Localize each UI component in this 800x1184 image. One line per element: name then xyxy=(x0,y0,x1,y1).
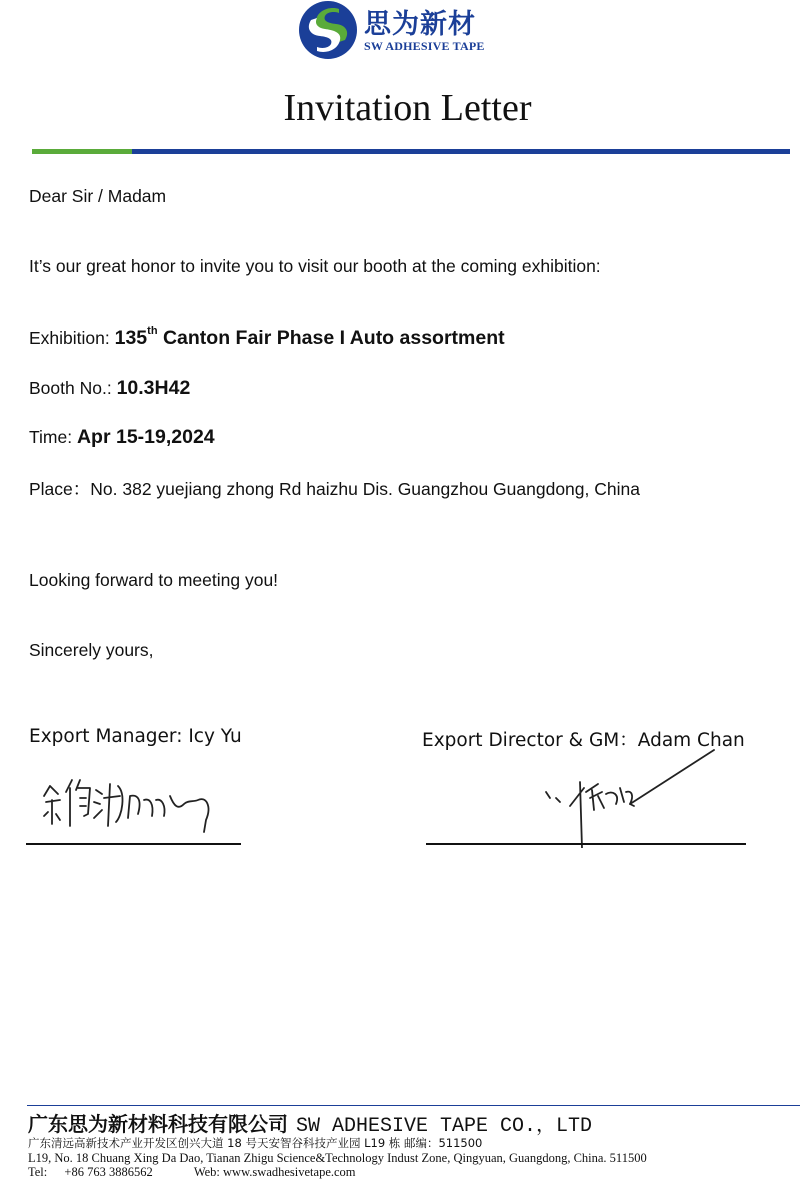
company-logo xyxy=(298,0,504,60)
header-rule-blue xyxy=(132,149,790,154)
footer-address-cn: 广东清远高新技术产业开发区创兴大道 18 号天安智谷科技产业园 L19 栋 邮编：511500 xyxy=(28,1136,483,1150)
intro-paragraph: It’s our great honor to invite you to visit our booth at the coming exhibition: xyxy=(29,256,601,276)
right-signature xyxy=(540,748,720,848)
place-line xyxy=(29,476,640,501)
exhibition-label: Exhibition: xyxy=(29,328,115,348)
sw-logo-icon xyxy=(298,0,358,60)
footer-web[interactable]: www.swadhesivetape.com xyxy=(223,1165,356,1179)
logo-chinese-name: 思为新材 xyxy=(364,9,476,40)
booth-line xyxy=(29,377,190,400)
left-signature xyxy=(38,766,220,838)
exhibition-ordinal: th xyxy=(147,325,158,337)
footer-rule xyxy=(27,1105,800,1106)
place-label: Place： xyxy=(29,479,91,499)
time-line xyxy=(29,426,215,449)
place-value: No. 382 yuejiang zhong Rd haizhu Dis. Guangzhou Guangdong, China xyxy=(90,479,640,499)
exhibition-number: 135 xyxy=(114,327,148,349)
time-label: Time: xyxy=(29,427,77,447)
right-signatory-title: Export Director & GM：Adam Chan xyxy=(422,730,745,751)
page-title: Invitation Letter xyxy=(283,87,532,129)
footer-company-name xyxy=(28,1108,592,1138)
booth-number: 10.3H42 xyxy=(116,377,191,399)
footer-web-label: Web: xyxy=(193,1165,220,1179)
signoff-line: Sincerely yours, xyxy=(29,640,154,660)
closing-line: Looking forward to meeting you! xyxy=(29,570,279,590)
footer-tel: +86 763 3886562 xyxy=(64,1165,153,1179)
footer-company-en: SW ADHESIVE TAPE CO.，LTD xyxy=(296,1115,593,1138)
booth-label: Booth No.: xyxy=(29,378,117,398)
greeting: Dear Sir / Madam xyxy=(29,186,167,206)
exhibition-name: Canton Fair Phase I Auto assortment xyxy=(157,327,505,349)
header-rule-green xyxy=(32,149,132,154)
footer-company-cn: 广东思为新材料科技有限公司 xyxy=(28,1112,288,1136)
footer-contact xyxy=(28,1165,356,1179)
time-value: Apr 15-19,2024 xyxy=(76,426,215,448)
footer-address-en: L19, No. 18 Chuang Xing Da Dao, Tianan Zhigu Science&Technology Indust Zone, Qingyuan, Guangdong, China. 511500 xyxy=(28,1151,647,1165)
left-signatory-title: Export Manager: Icy Yu xyxy=(29,726,242,747)
exhibition-line xyxy=(29,327,505,350)
left-signature-line xyxy=(26,843,241,845)
right-signature-line xyxy=(426,843,746,845)
logo-english-name: SW ADHESIVE TAPE xyxy=(364,39,485,53)
footer-tel-label: Tel: xyxy=(28,1165,48,1179)
